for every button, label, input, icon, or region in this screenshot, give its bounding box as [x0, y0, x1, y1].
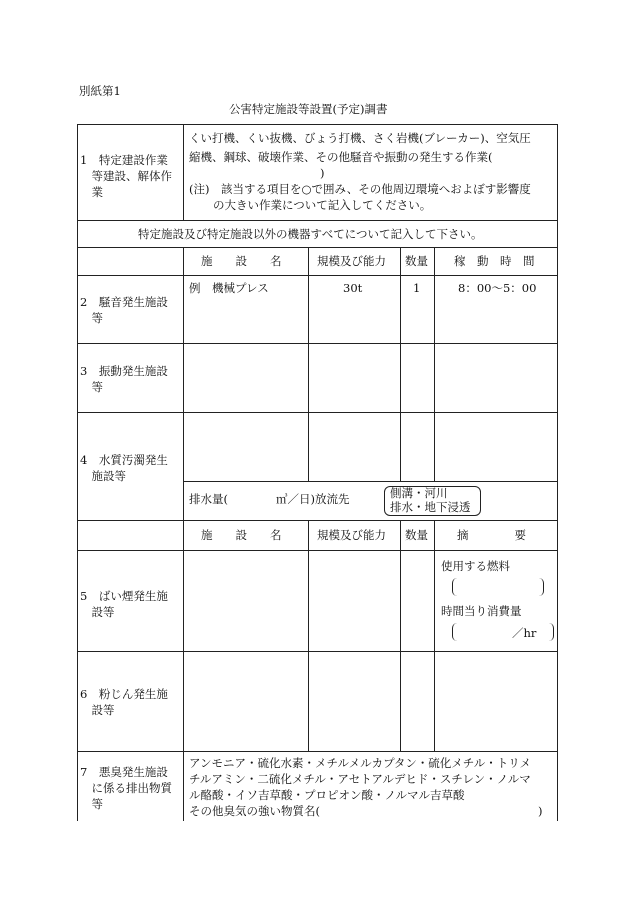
section7-heading: 7 悪臭発生施設 に係る排出物質 等 [80, 765, 172, 811]
header-qty: 数量 [405, 254, 428, 268]
example-facility: 例 機械プレス [189, 281, 269, 295]
table-border-top [77, 124, 558, 125]
row1-line: ) [320, 166, 325, 180]
drain-option-2: 排水・地下浸透 [390, 500, 471, 514]
example-qty: 1 [413, 281, 421, 295]
row-divider [77, 220, 558, 221]
section3-heading: 3 振動発生施設 等 [80, 364, 168, 394]
row-divider [77, 247, 558, 248]
row1-note: の大きい作業について記入してください。 [213, 198, 432, 212]
row-divider [183, 481, 558, 482]
drain-unit: ㎥／日)放流先 [276, 492, 350, 506]
row-divider [77, 651, 558, 652]
row1-note: (注) 該当する項目を○で囲み、その他周辺環境へおよぼす影響度 [189, 182, 531, 196]
row-divider [77, 275, 558, 276]
header-scale: 規模及び能力 [317, 528, 386, 542]
table-border-left [77, 124, 78, 821]
header-facility: 施 設 名 [201, 254, 282, 268]
section2-heading: 2 騒音発生施設 等 [80, 295, 168, 325]
odor-other-close: ) [538, 804, 543, 818]
column-divider [308, 520, 309, 751]
row-divider [77, 412, 558, 413]
row1-line: くい打機、くい抜機、びょう打機、さく岩機(ブレーカー)、空気圧 [189, 131, 531, 145]
header-facility: 施 設 名 [201, 528, 282, 542]
row-divider [77, 751, 558, 752]
column-divider [434, 247, 435, 481]
table-border-right [557, 124, 558, 821]
header-scale: 規模及び能力 [317, 254, 386, 268]
drain-label: 排水量( [189, 492, 228, 506]
odor-line: ル酪酸・イソ吉草酸・プロピオン酸・ノルマル吉草酸 [189, 788, 465, 802]
fuel-bracket [452, 578, 544, 596]
row-divider [77, 550, 558, 551]
hourly-label: 時間当り消費量 [441, 604, 522, 618]
column-divider [308, 247, 309, 481]
instruction-text: 特定施設及び特定施設以外の機器すべてについて記入して下さい。 [138, 227, 483, 241]
fuel-label: 使用する燃料 [441, 559, 510, 573]
column-divider [400, 520, 401, 751]
odor-line: アンモニア・硫化水素・メチルメルカプタン・硫化メチル・トリメ [189, 756, 532, 770]
example-hours: 8：00〜5：00 [458, 281, 537, 295]
column-divider [183, 124, 184, 220]
row-divider [77, 520, 558, 521]
odor-other-label: その他臭気の強い物質名( [189, 804, 320, 818]
row-divider [77, 343, 558, 344]
example-scale: 30t [343, 281, 363, 295]
page-title: 公害特定施設等設置(予定)調書 [229, 102, 388, 116]
column-divider [183, 247, 184, 821]
document-label: 別紙第1 [79, 84, 121, 98]
header-notes: 摘 要 [457, 528, 526, 542]
section6-heading: 6 粉じん発生施 設等 [80, 687, 168, 717]
section4-heading: 4 水質汚濁発生 施設等 [80, 453, 168, 483]
odor-line: チルアミン・二硫化メチル・アセトアルデヒド・スチレン・ノルマ [189, 772, 531, 786]
hourly-bracket [452, 623, 554, 641]
row1-heading: 1 特定建設作業 等建設、解体作 業 [80, 153, 172, 199]
row1-line: 縮機、鋼球、破壊作業、その他騒音や振動の発生する作業( [189, 150, 493, 164]
header-qty: 数量 [405, 528, 428, 542]
hourly-unit: ／hr [512, 626, 537, 640]
column-divider [434, 520, 435, 751]
drain-option-1: 側溝・河川 [390, 486, 448, 500]
header-hours: 稼 動 時 間 [454, 254, 535, 268]
column-divider [400, 247, 401, 481]
section5-heading: 5 ばい煙発生施 設等 [80, 589, 168, 619]
